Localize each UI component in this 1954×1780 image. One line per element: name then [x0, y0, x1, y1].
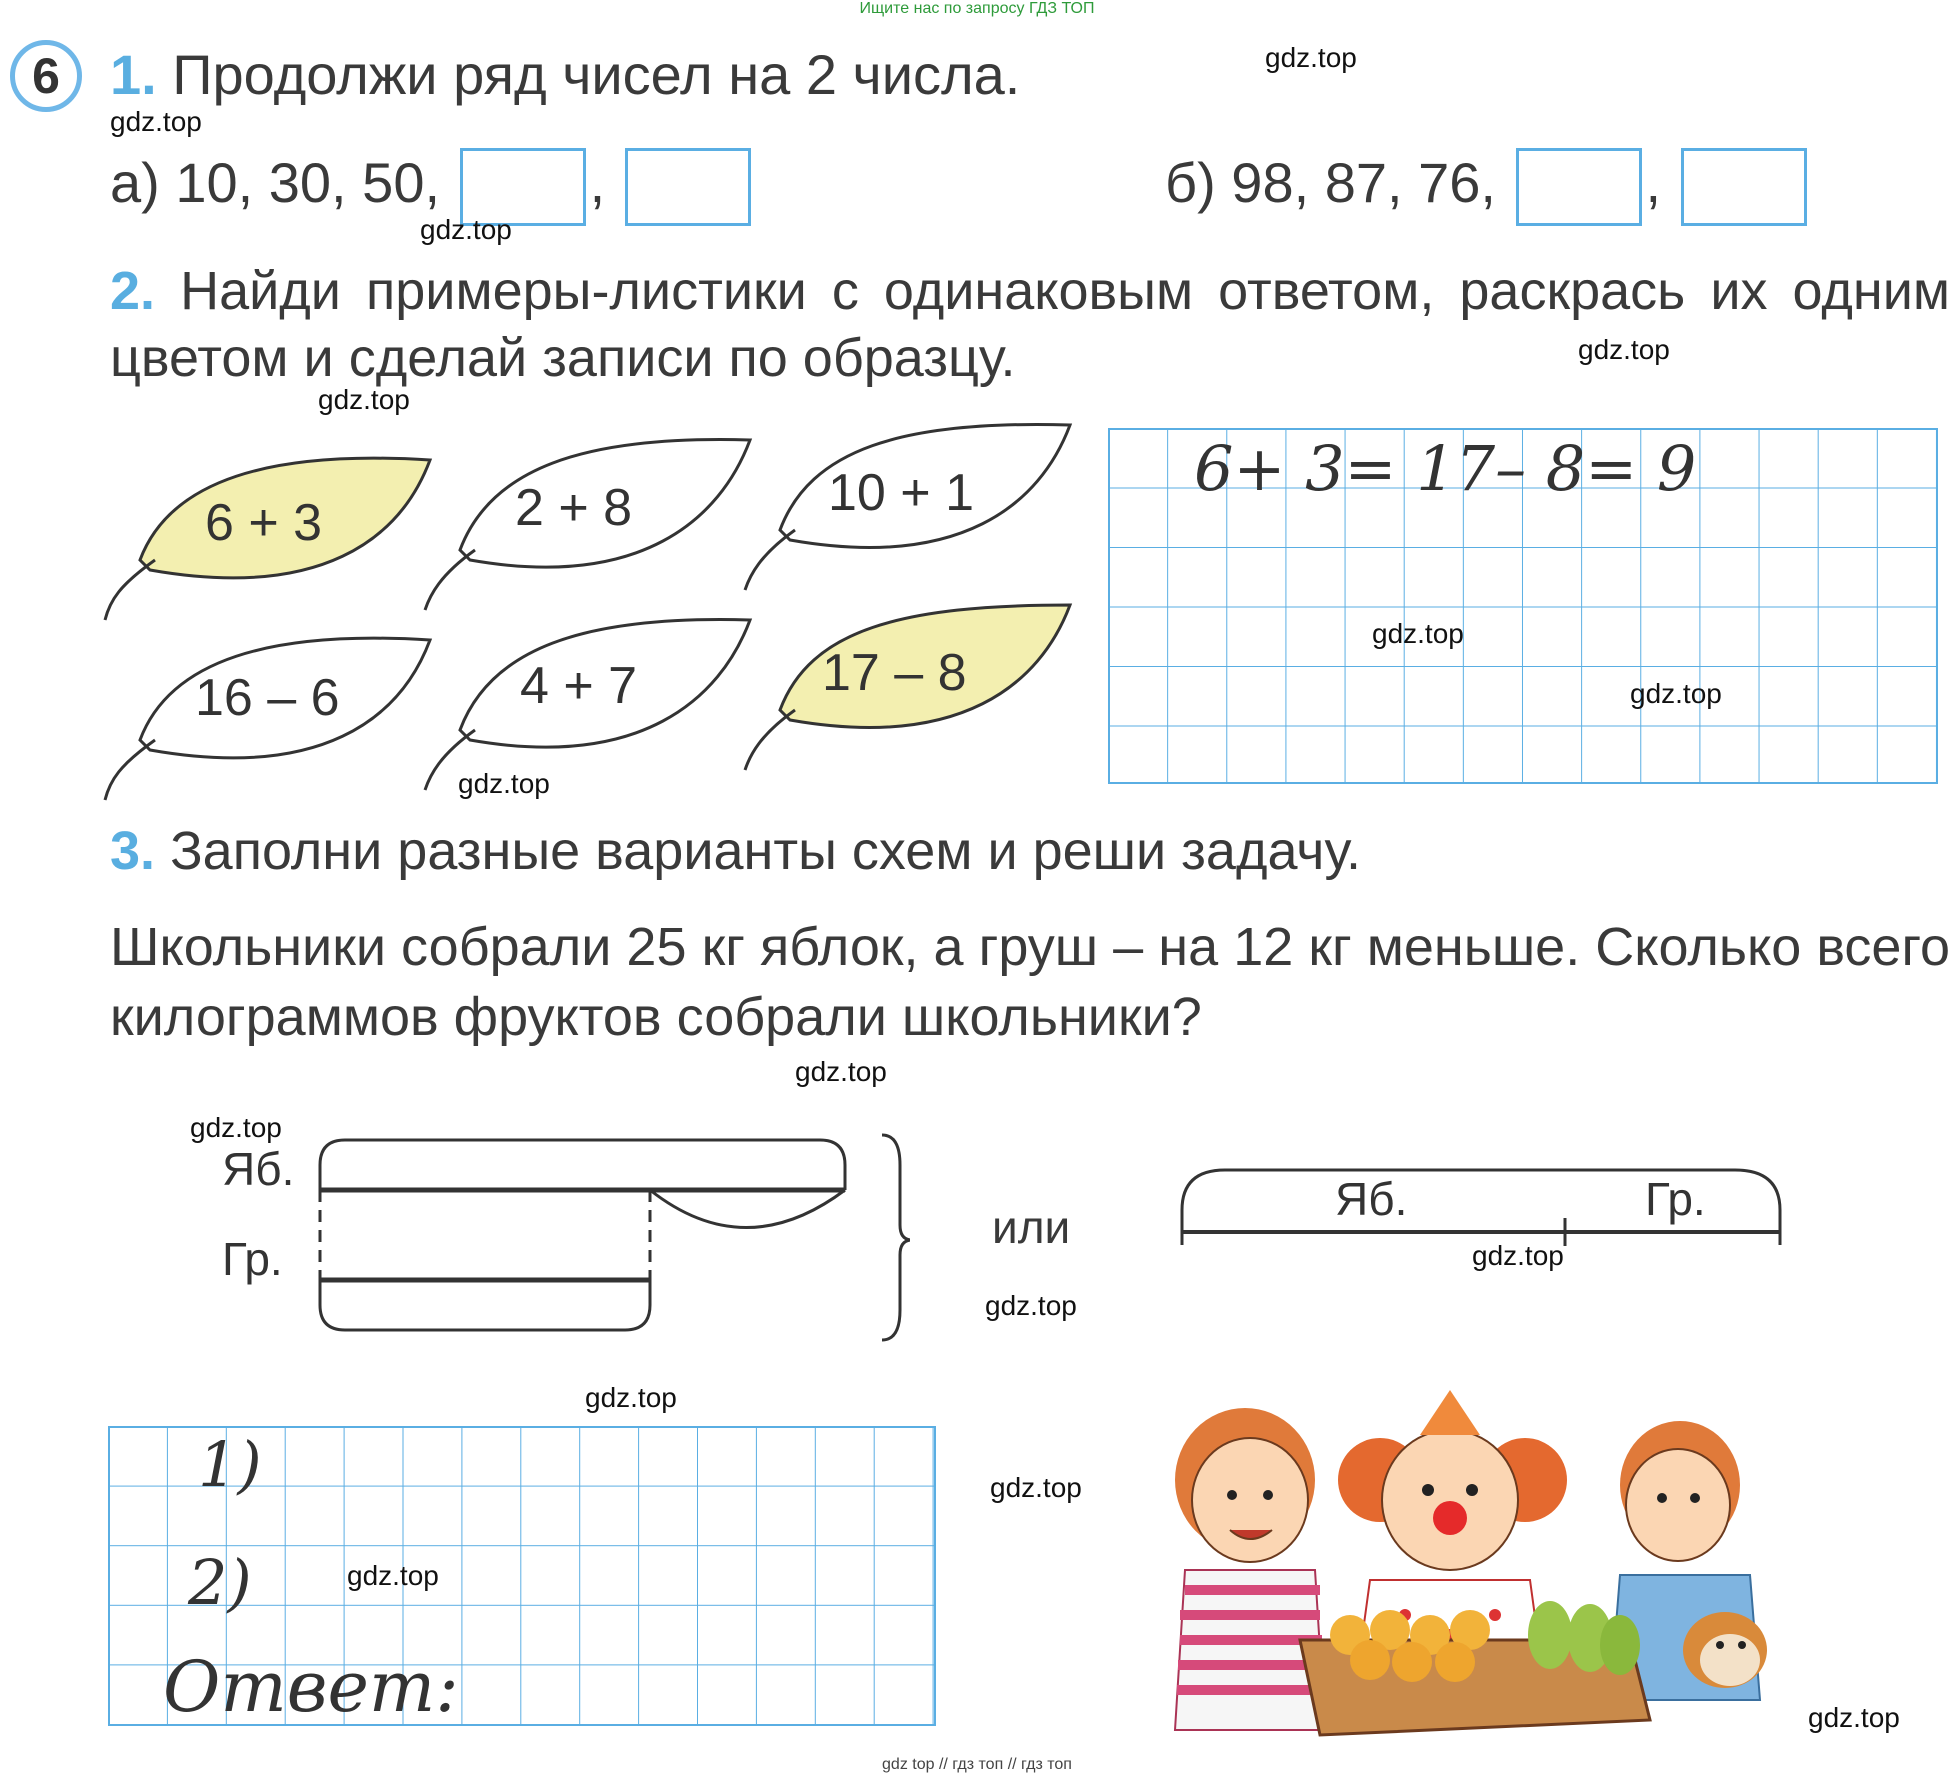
scheme1-apples-label: Яб. — [222, 1143, 295, 1195]
watermark[interactable]: gdz.top — [1630, 678, 1722, 709]
watermark[interactable]: gdz.top — [420, 214, 512, 245]
watermark[interactable]: gdz.top — [1372, 618, 1464, 649]
answer-label: Ответ: — [163, 1646, 459, 1728]
leaf-5[interactable] — [425, 620, 750, 790]
watermark[interactable]: gdz.top — [1808, 1702, 1900, 1733]
watermark[interactable]: gdz.top — [1578, 334, 1670, 365]
task1-row-b — [1165, 148, 1811, 226]
leaf-4[interactable] — [105, 638, 430, 800]
children-illustration — [1150, 1390, 1790, 1740]
scheme2-apples-label: Яб. — [1335, 1173, 1408, 1225]
task3-heading — [110, 820, 1361, 882]
task2-heading — [110, 258, 1950, 392]
answer-box-b1[interactable] — [1516, 148, 1642, 226]
watermark[interactable]: gdz.top — [318, 384, 410, 415]
task2-number: 2. — [110, 261, 156, 321]
leaf-4-expr: 16 – 6 — [195, 669, 340, 727]
task2-text: Найди примеры-листики с одинаковым ответом, раскрась их одним цветом и сделай записи по образцу. — [110, 261, 1950, 388]
watermark[interactable]: gdz.top — [1472, 1240, 1564, 1271]
answer-line-1: 1) — [198, 1428, 262, 1501]
leaf-6-expr: 17 – 8 — [822, 644, 967, 702]
leaf-3[interactable] — [745, 424, 1070, 590]
scheme1-brace-top — [320, 1140, 845, 1190]
scheme1-right-brace — [882, 1135, 910, 1340]
scheme2-pears-label: Гр. — [1645, 1173, 1706, 1225]
page-number: 6 — [10, 40, 82, 112]
watermark[interactable]: gdz.top — [458, 768, 550, 799]
scheme1-difference-arc — [650, 1190, 845, 1228]
top-banner[interactable]: Ищите нас по запросу ГДЗ ТОП — [859, 0, 1095, 17]
row-b-values: 98, 87, 76, — [1231, 150, 1496, 214]
dog-figure — [1683, 1612, 1767, 1688]
task2-grid[interactable] — [1108, 428, 1940, 786]
fruit-box — [1300, 1601, 1650, 1735]
leaf-2[interactable] — [425, 440, 750, 610]
watermark[interactable]: gdz.top — [985, 1290, 1077, 1321]
scheme1-pears-label: Гр. — [222, 1233, 283, 1285]
task1-text: Продолжи ряд чисел на 2 числа. — [172, 43, 1021, 106]
sample-record: 6+ 3= 17– 8= 9 — [1194, 432, 1697, 505]
leaf-3-expr: 10 + 1 — [828, 464, 975, 522]
leaf-1-expr: 6 + 3 — [205, 494, 323, 552]
task3-text: Заполни разные варианты схем и реши задачу. — [170, 821, 1362, 881]
task1-number: 1. — [110, 43, 157, 106]
answer-line-2: 2) — [188, 1546, 252, 1619]
watermark[interactable]: gdz.top — [585, 1382, 677, 1413]
task3-number: 3. — [110, 821, 156, 881]
leaf-5-expr: 4 + 7 — [520, 657, 638, 715]
leaf-1[interactable] — [105, 458, 430, 620]
or-label: или — [992, 1201, 1071, 1253]
answer-grid[interactable] — [108, 1426, 938, 1728]
answer-box-a2[interactable] — [625, 148, 751, 226]
watermark[interactable]: gdz.top — [795, 1056, 887, 1087]
scheme-1 — [210, 1125, 910, 1350]
watermark[interactable]: gdz.top — [347, 1560, 439, 1591]
row-a-values: 10, 30, 50, — [175, 150, 441, 214]
footer[interactable]: gdz top // гдз топ // гдз топ — [882, 1756, 1072, 1773]
watermark[interactable]: gdz.top — [990, 1472, 1082, 1503]
row-b-sep: , — [1645, 150, 1662, 214]
watermark[interactable]: gdz.top — [190, 1112, 282, 1143]
row-a-label: а) — [110, 150, 160, 214]
leaf-6[interactable] — [745, 605, 1070, 770]
leaf-2-expr: 2 + 8 — [515, 479, 633, 537]
row-a-sep: , — [589, 150, 606, 214]
leaves-area — [100, 420, 1080, 810]
row-b-label: б) — [1165, 150, 1216, 214]
watermark[interactable]: gdz.top — [110, 106, 202, 137]
boy-left-figure — [1175, 1408, 1325, 1730]
task1-heading — [110, 42, 1020, 107]
answer-box-b2[interactable] — [1681, 148, 1807, 226]
watermark[interactable]: gdz.top — [1265, 42, 1357, 73]
task3-problem: Школьники собрали 25 кг яблок, а груш – на 12 кг меньше. Сколько всего килограммов фруктов собрали школьники? — [110, 917, 1950, 1047]
